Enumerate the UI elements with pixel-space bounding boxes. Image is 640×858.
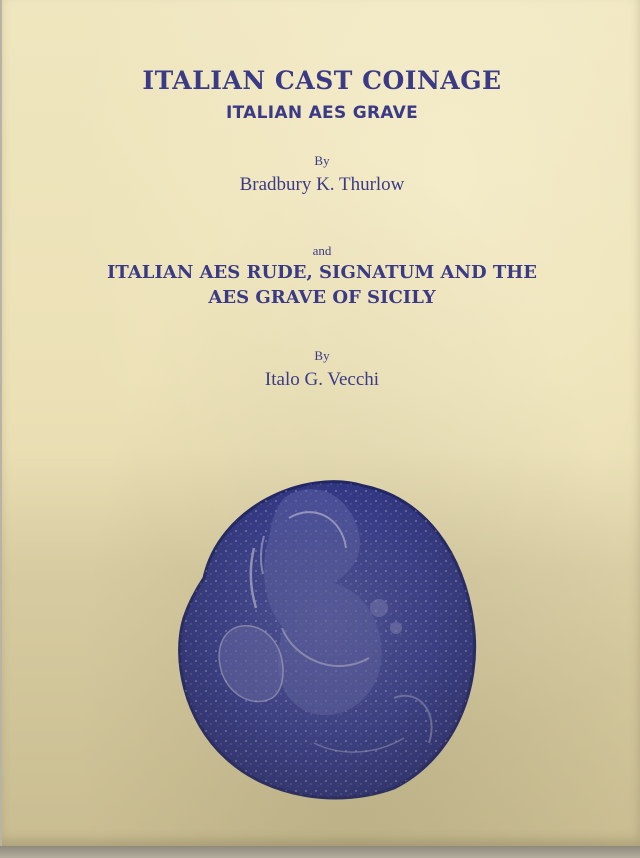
table-edge <box>0 846 640 858</box>
and-label: and <box>312 243 332 258</box>
cover-subtitle: ITALIAN AES GRAVE <box>225 103 419 123</box>
by-label-1: By <box>314 153 330 168</box>
cover-title: ITALIAN CAST COINAGE <box>142 66 502 95</box>
author-1: Bradbury K. Thurlow <box>239 174 405 195</box>
second-title-line-2: AES GRAVE OF SICILY <box>208 287 436 308</box>
coin-image <box>164 458 479 800</box>
author-2: Italo G. Vecchi <box>264 369 380 390</box>
book-cover <box>2 0 640 846</box>
by-label-2: By <box>314 348 330 363</box>
second-title-line-1: ITALIAN AES RUDE, SIGNATUM AND THE <box>107 262 537 283</box>
